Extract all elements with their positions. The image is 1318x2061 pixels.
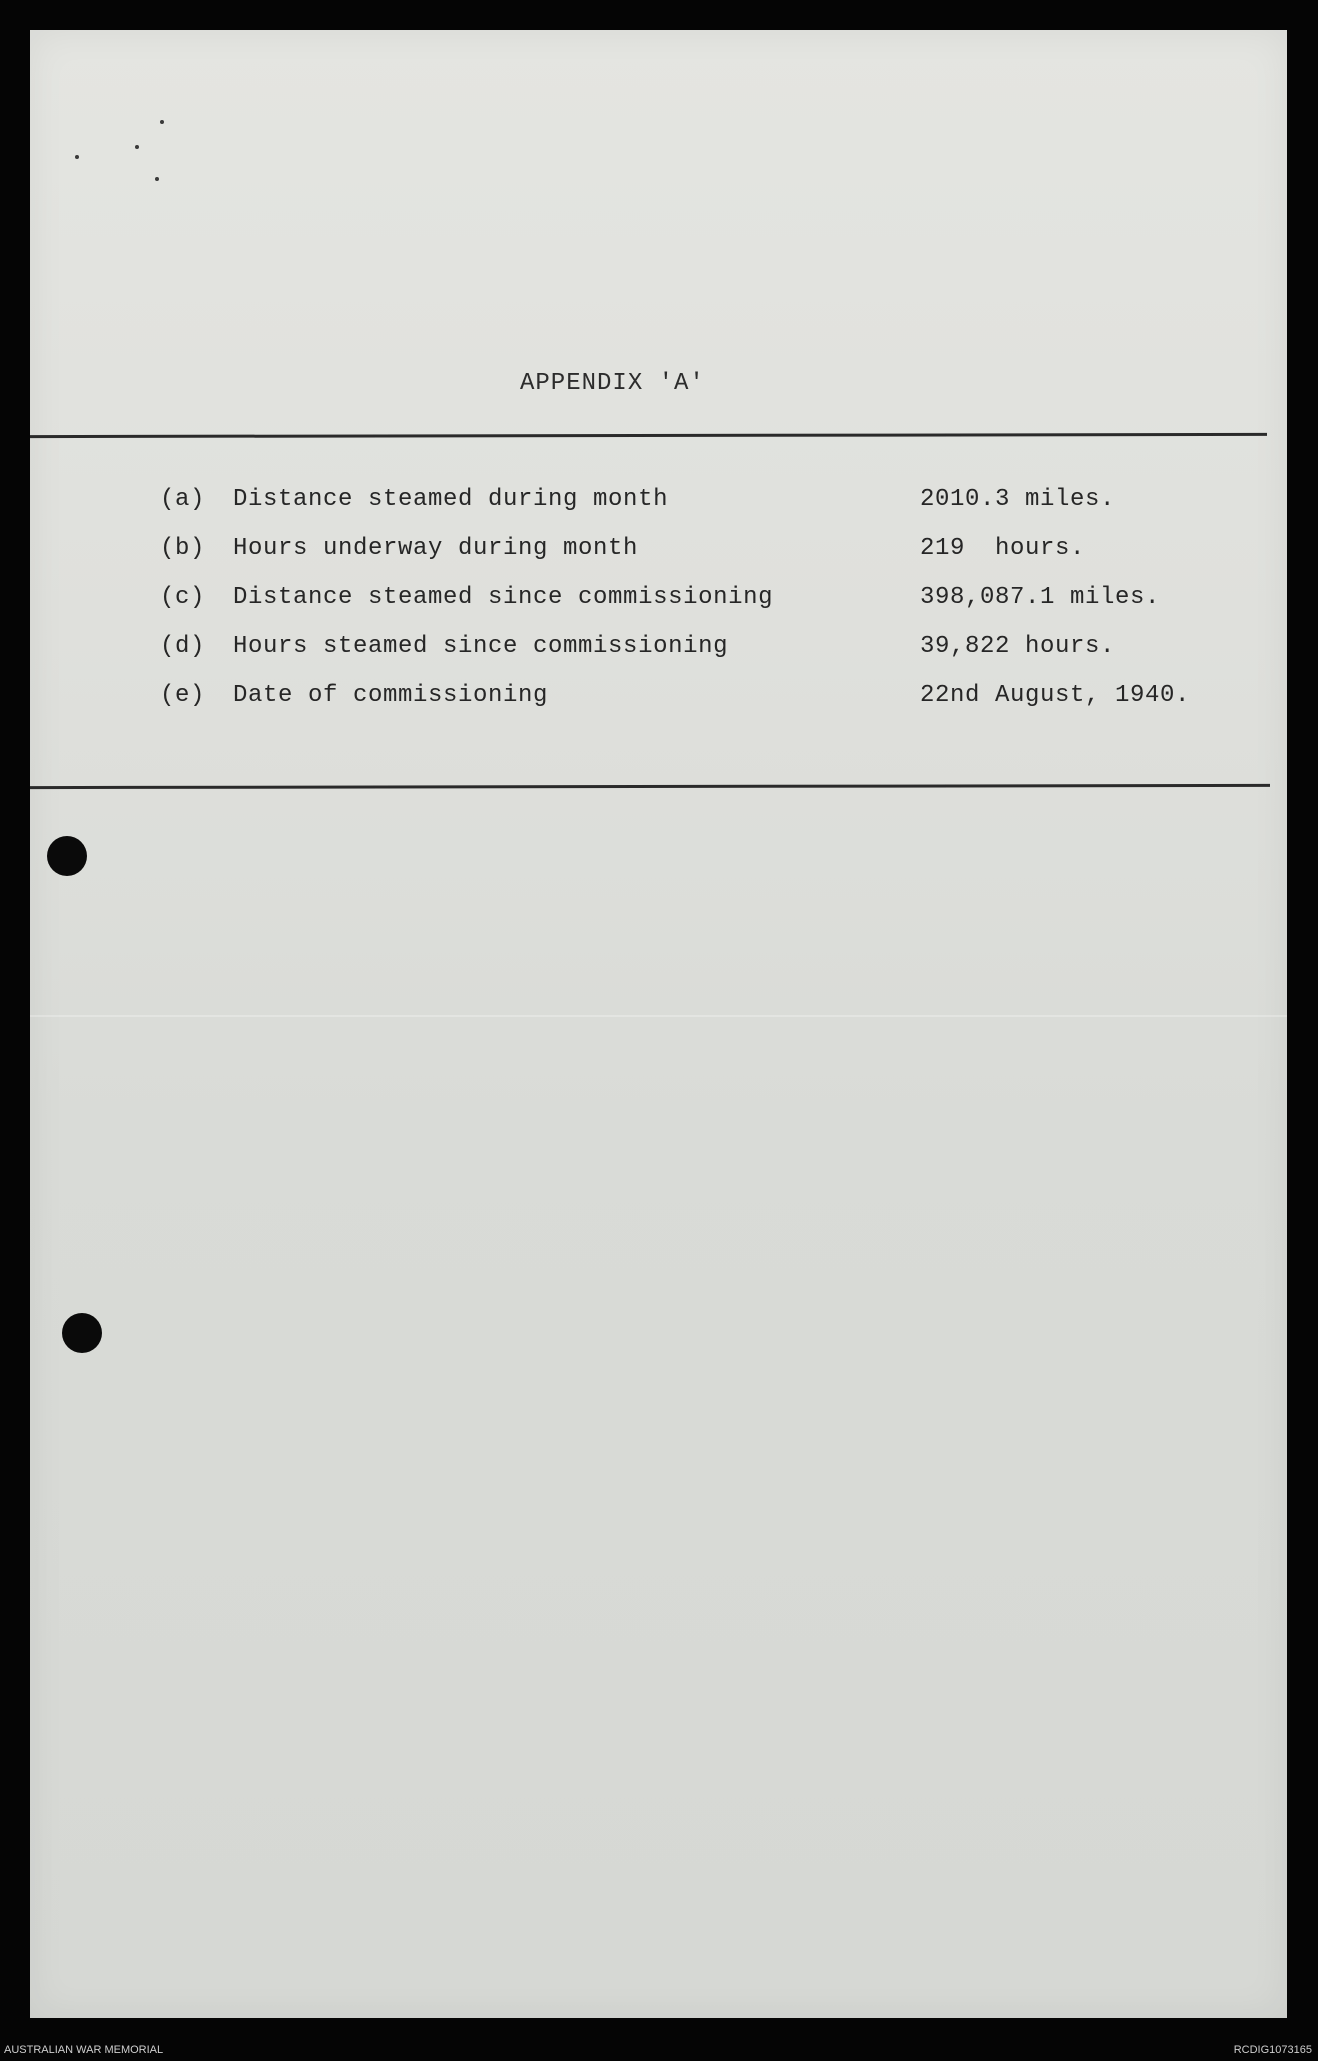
item-value: 398,087.1 miles. [920, 584, 1161, 611]
footer-institution: AUSTRALIAN WAR MEMORIAL [4, 2044, 164, 2056]
punch-hole [62, 1313, 102, 1353]
paper-mark [160, 120, 164, 124]
item-value: 219 hours. [920, 535, 1086, 562]
list-item [30, 584, 1287, 624]
list-item [30, 633, 1287, 673]
list-item [30, 682, 1287, 722]
top-divider [30, 433, 1267, 438]
item-value: 22nd August, 1940. [920, 682, 1191, 709]
item-value: 2010.3 miles. [920, 486, 1116, 513]
item-description: Date of commissioning [233, 682, 549, 709]
item-letter: (d) [160, 633, 206, 660]
item-letter: (a) [160, 486, 206, 513]
paper-mark [75, 155, 79, 159]
bottom-divider [30, 784, 1270, 789]
item-letter: (c) [160, 584, 206, 611]
page-title: APPENDIX 'A' [520, 370, 705, 397]
item-letter: (e) [160, 682, 206, 709]
item-description: Hours steamed since commissioning [233, 633, 729, 660]
list-item [30, 535, 1287, 575]
document-page [30, 30, 1287, 2018]
item-description: Distance steamed during month [233, 486, 669, 513]
footer-image-id: RCDIG1073165 [1233, 2044, 1312, 2056]
item-letter: (b) [160, 535, 206, 562]
list-item [30, 486, 1287, 526]
punch-hole [47, 836, 87, 876]
paper-mark [135, 145, 139, 149]
paper-mark [155, 177, 159, 181]
item-description: Hours underway during month [233, 535, 639, 562]
paper-fold [30, 1015, 1287, 1017]
item-value: 39,822 hours. [920, 633, 1116, 660]
item-description: Distance steamed since commissioning [233, 584, 774, 611]
